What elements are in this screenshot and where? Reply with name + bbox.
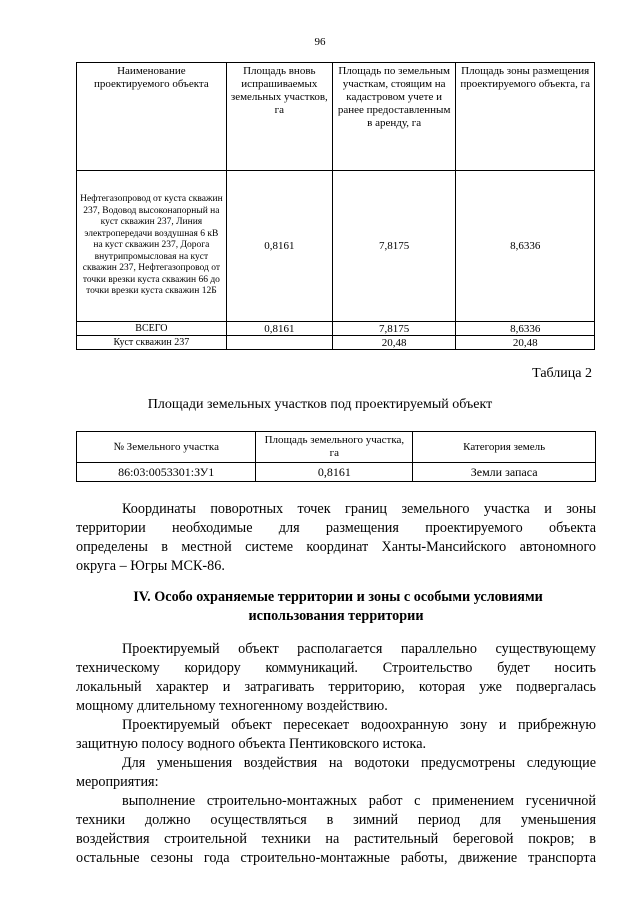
table-cell: 86:03:0053301:ЗУ1 xyxy=(77,463,256,482)
table-cell: 8,6336 xyxy=(456,171,595,322)
table-number: Таблица 2 xyxy=(532,366,592,381)
heading-line: использования территории xyxy=(248,608,424,624)
text-line: территории необходимые для размещения проектируемого объекта xyxy=(76,520,596,536)
table-cell: 7,8175 xyxy=(332,322,456,336)
text-line: защитную полосу водного объекта Пентиковского истока. xyxy=(76,736,427,752)
header-object-name: Наименование проектируемого объекта xyxy=(77,63,227,171)
table-row xyxy=(77,463,596,482)
text-line: Для уменьшения воздействия на водотоки предусмотрены следующие xyxy=(122,755,596,771)
table-cell: 0,8161 xyxy=(256,463,413,482)
table-title: Площади земельных участков под проектируемый объект xyxy=(147,397,493,412)
table-header-row xyxy=(77,432,596,463)
paragraph-measures xyxy=(76,754,596,792)
text-line: остальные сезоны года строительно-монтажные работы, движение транспорта xyxy=(76,850,596,866)
table-cell: Куст скважин 237 xyxy=(77,336,227,350)
text-line: Координаты поворотных точек границ земельного участка и зоны xyxy=(122,501,596,517)
text-line: мощному длительному техногенному воздействию. xyxy=(76,698,388,714)
table-row xyxy=(77,336,595,350)
table-cell xyxy=(226,336,332,350)
text-line: Проектируемый объект пересекает водоохранную зону и прибрежную xyxy=(122,717,596,733)
text-line: определены в местной системе координат Ханты-Мансийского автономного xyxy=(76,539,596,555)
header-zone-area: Площадь зоны размещения проектируемого объекта, га xyxy=(456,63,595,171)
table-cell: Нефтегазопровод от куста скважин 237, Водовод высоконапорный на куст скважин 237, Линия электропередачи воздушная 6 кВ на куст скважин 237, Дорога внутрипромысловая на куст скважин 237, Нефтегазопровод от точки врезки куста скважин 66 до точки врезки куста скважин 12Б xyxy=(77,171,227,322)
paragraph-construction xyxy=(76,792,596,868)
table-cell: 8,6336 xyxy=(456,322,595,336)
header-plot-number: № Земельного участка xyxy=(77,432,256,463)
paragraph-water-zone xyxy=(76,716,596,754)
table-cell: 7,8175 xyxy=(332,171,456,322)
table-row xyxy=(77,171,595,322)
text-line: Проектируемый объект располагается параллельно существующему xyxy=(122,641,596,657)
page-number: 96 xyxy=(314,36,326,48)
text-line: воздействия строительной техники на растительный береговой покров; в xyxy=(76,831,596,847)
text-line: выполнение строительно-монтажных работ с применением гусеничной xyxy=(122,793,596,809)
land-area-table xyxy=(76,62,595,350)
land-plot-table xyxy=(76,431,596,482)
table-cell: 20,48 xyxy=(456,336,595,350)
table-header-row xyxy=(77,63,595,171)
header-cadastral-area: Площадь по земельным участкам, стоящим на кадастровом учете и ранее предоставленным в аренду, га xyxy=(332,63,456,171)
header-new-area: Площадь вновь испрашиваемых земельных участков, га xyxy=(226,63,332,171)
table-cell: 0,8161 xyxy=(226,322,332,336)
text-line: мероприятия: xyxy=(76,774,159,790)
table-cell: 0,8161 xyxy=(226,171,332,322)
paragraph-coordinates xyxy=(76,500,596,576)
table-cell: Земли запаса xyxy=(413,463,596,482)
table-row xyxy=(77,322,595,336)
heading-line: IV. Особо охраняемые территории и зоны с особыми условиями xyxy=(133,589,543,605)
header-land-category: Категория земель xyxy=(413,432,596,463)
text-line: округа – Югры МСК-86. xyxy=(76,558,225,574)
section-heading xyxy=(76,588,596,626)
table-cell: 20,48 xyxy=(332,336,456,350)
table-cell: ВСЕГО xyxy=(77,322,227,336)
text-line: локальный характер и затрагивать территорию, которая уже подвергалась xyxy=(76,679,596,695)
text-line: техники должно осуществляться в зимний период для уменьшения xyxy=(76,812,596,828)
header-plot-area: Площадь земельного участка, га xyxy=(256,432,413,463)
text-line: техническому коридору коммуникаций. Строительство будет носить xyxy=(76,660,596,676)
paragraph-location xyxy=(76,640,596,716)
